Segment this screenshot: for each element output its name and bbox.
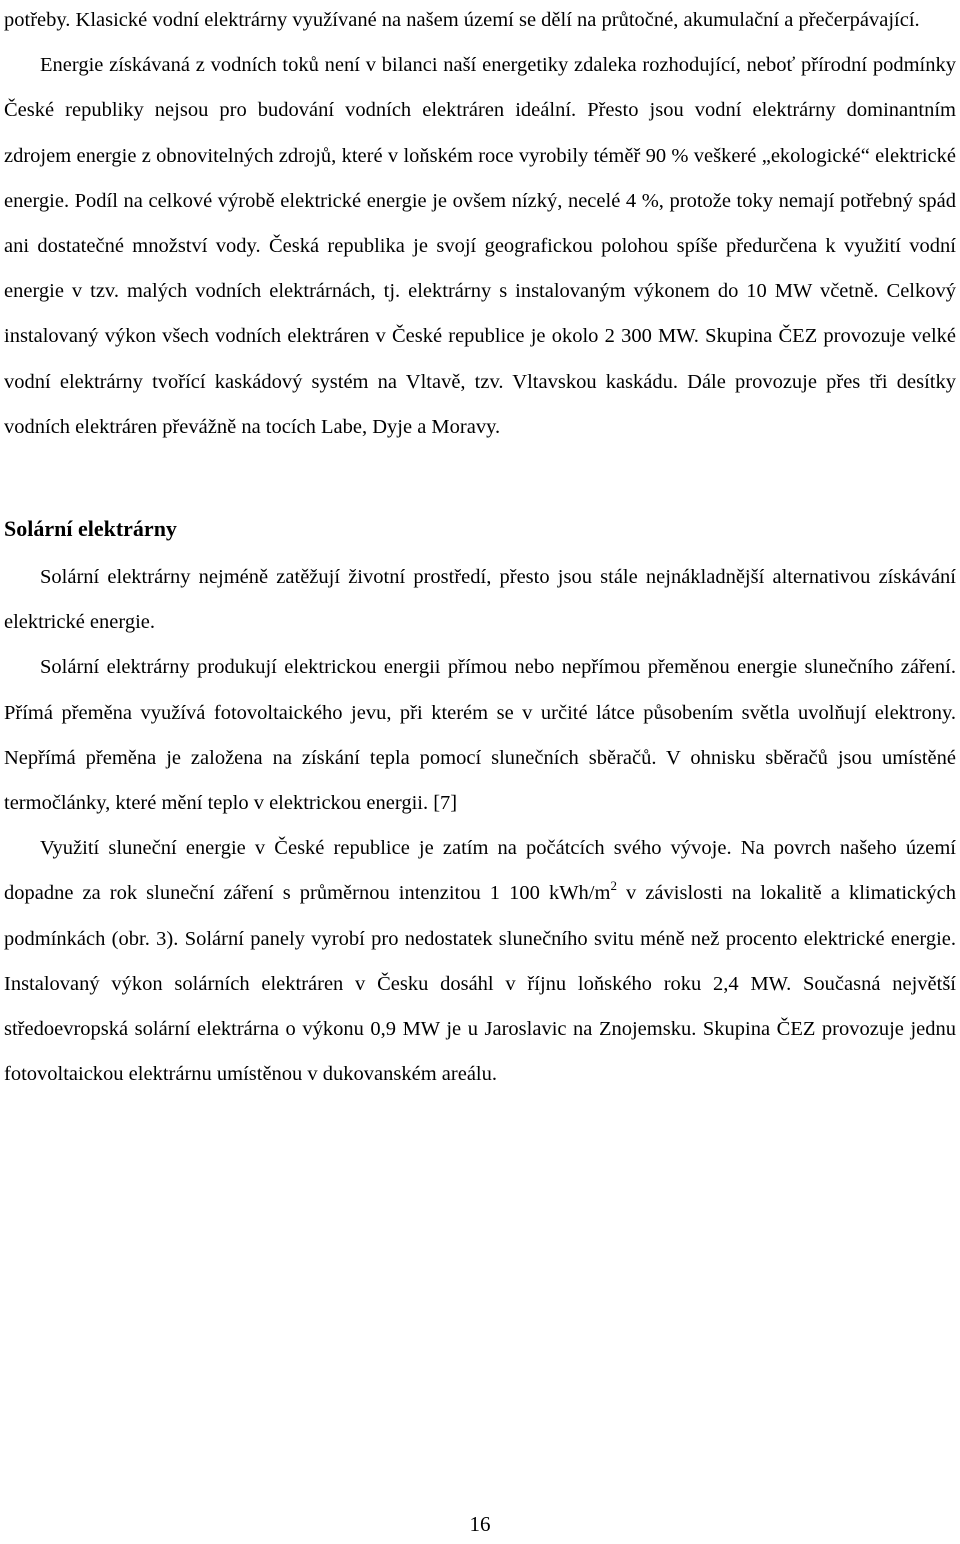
page-number: 16 bbox=[469, 1512, 491, 1536]
section-heading-solar: Solární elektrárny bbox=[4, 516, 177, 542]
superscript-exponent: 2 bbox=[610, 878, 617, 894]
solar-text-part-1: Využití sluneční energie v České republice je zatím na počátcích svého vývoje. Na povrch našeho území dopadne za rok sluneční záření s průměrnou intenzitou 1 100 kWh/m bbox=[4, 837, 956, 905]
solar-paragraph-intro: Solární elektrárny nejméně zatěžují životní prostředí, přesto jsou stále nejnákladnější alternativou získávání elektrické energie. bbox=[4, 566, 956, 634]
solar-paragraph-czech bbox=[4, 826, 956, 1097]
document-page bbox=[4, 0, 956, 1544]
hydro-paragraph: Energie získávaná z vodních toků není v bilanci naší energetiky zdaleka rozhodující, neboť přírodní podmínky České republiky nejsou pro budování vodních elektráren ideální. Přesto jsou vodní elektrárny dominantním zdrojem energie z obnovitelných zdrojů, které v loňském roce vyrobily téměř 90 % veškeré „ekologické“ elektrické energie. Podíl na celkové výrobě elektrické energie je ovšem nízký, necelé 4 %, protože toky nemají potřebný spád ani dostatečné množství vody. Česká republika je svojí geografickou polohou spíše předurčena k využití vodní energie v tzv. malých vodních elektrárnách, tj. elektrárny s instalovaným výkonem do 10 MW včetně. Celkový instalovaný výkon všech vodních elektráren v České republice je okolo 2 300 MW. Skupina ČEZ provozuje velké vodní elektrárny tvořící kaskádový systém na Vltavě, tzv. Vltavskou kaskádu. Dále provozuje přes tři desítky vodních elektráren převážně na tocích Labe, Dyje a Moravy. bbox=[4, 54, 956, 438]
solar-paragraph-conversion: Solární elektrárny produkují elektrickou energii přímou nebo nepřímou přeměnou energie slunečního záření. Přímá přeměna využívá fotovoltaického jevu, při kterém se v určité látce působením světla uvolňují elektrony. Nepřímá přeměna je založena na získání tepla pomocí slunečních sběračů. V ohnisku sběračů jsou umístěné termočlánky, které mění teplo v elektrickou energii. [7] bbox=[4, 656, 956, 815]
solar-text-part-2: v závislosti na lokalitě a klimatických podmínkách (obr. 3). Solární panely vyrobí pro nedostatek slunečního svitu méně než procento elektrické energie. Instalovaný výkon solárních elektráren v Česku dosáhl v říjnu loňského roku 2,4 MW. Současná největší středoevropská solární elektrárna o výkonu 0,9 MW je u Jaroslavic na Znojemsku. Skupina ČEZ provozuje jednu fotovoltaickou elektrárnu umístěnou v dukovanském areálu. bbox=[4, 882, 956, 1086]
hydro-paragraph-continuation: potřeby. Klasické vodní elektrárny využívané na našem území se dělí na průtočné, akumulační a přečerpávající. bbox=[4, 9, 920, 31]
